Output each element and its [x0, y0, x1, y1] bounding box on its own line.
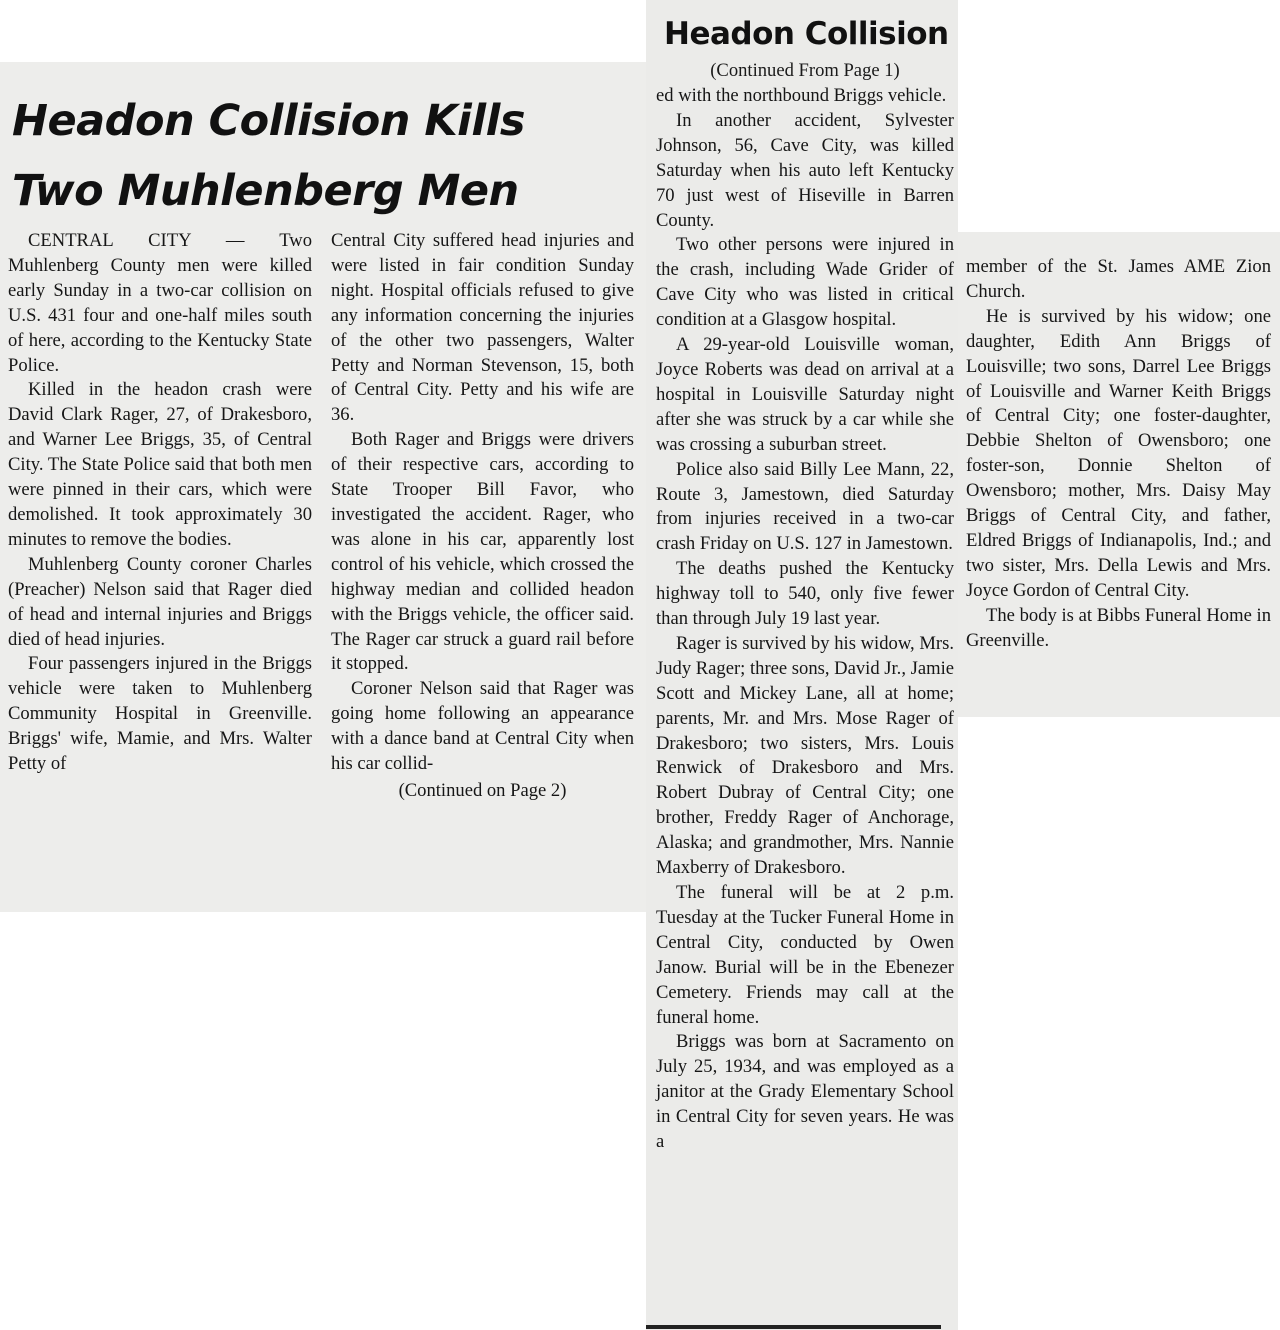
continuation-column-1	[656, 84, 954, 1155]
paragraph: The body is at Bibbs Funeral Home in Greenville.	[966, 604, 1271, 651]
main-article-column-2	[331, 229, 634, 804]
continued-on-note: (Continued on Page 2)	[398, 779, 567, 801]
paragraph: He is survived by his widow; one daughter, Edith Ann Briggs of Louisville; two sons, Darrel Lee Briggs of Louisville and Warner Keith Briggs of Central City; one foster-daughter, Debbie Shelton of Owensboro; one foster-son, Donnie Shelton of Owensboro; mother, Mrs. Daisy May Briggs of Central City, and father, Eldred Briggs of Indianapolis, Ind.; and two sister, Mrs. Della Lewis and Mrs. Joyce Gordon of Central City.	[966, 305, 1271, 601]
continuation-column-2	[966, 255, 1271, 654]
paragraph: Rager is survived by his widow, Mrs. Judy Rager; three sons, David Jr., Jamie Scott and Mickey Lane, all at home; parents, Mr. and Mrs. Mose Rager of Drakesboro; two sisters, Mrs. Louis Renwick of Drakesboro and Mrs. Robert Dubray of Central City; one brother, Freddy Rager of Anchorage, Alaska; and grandmother, Mrs. Nannie Maxberry of Drakesboro.	[656, 632, 954, 879]
continuation-headline: Headon Collision	[664, 16, 949, 52]
paragraph: Coroner Nelson said that Rager was going home following an appearance with a dance band at Central City when his car collid-	[331, 678, 634, 775]
bottom-rule	[646, 1325, 941, 1329]
paragraph: The deaths pushed the Kentucky highway toll to 540, only five fewer than through July 19 last year.	[656, 558, 954, 630]
main-headline	[12, 86, 632, 226]
headline-line-1: Headon Collision Kills	[12, 96, 525, 146]
paragraph: Both Rager and Briggs were drivers of their respective cars, according to State Trooper Bill Favor, who investigated the accident. Rager, who was alone in his car, apparently lost control of his vehicle, which crossed the highway median and collided headon with the Briggs vehicle, the officer said. The Rager car struck a guard rail before it stopped.	[331, 429, 634, 675]
paragraph: The funeral will be at 2 p.m. Tuesday at the Tucker Funeral Home in Central City, conducted by Owen Janow. Burial will be in the Ebenezer Cemetery. Friends may call at the funeral home.	[656, 882, 954, 1028]
paragraph: Muhlenberg County coroner Charles (Preacher) Nelson said that Rager died of head and internal injuries and Briggs died of head injuries.	[8, 553, 312, 650]
paragraph: CENTRAL CITY — Two Muhlenberg County men were killed early Sunday in a two-car collision on U.S. 431 four and one-half miles south of here, according to the Kentucky State Police.	[8, 230, 312, 376]
headline-line-2: Two Muhlenberg Men	[12, 166, 519, 216]
paragraph: Killed in the headon crash were David Clark Rager, 27, of Drakesboro, and Warner Lee Briggs, 35, of Central City. The State Police said that both men were pinned in their cars, which were demolished. It took approximately 30 minutes to remove the bodies.	[8, 379, 312, 550]
paragraph: Two other persons were injured in the crash, including Wade Grider of Cave City who was listed in critical condition at a Glasgow hospital.	[656, 234, 954, 331]
paragraph: Police also said Billy Lee Mann, 22, Route 3, Jamestown, died Saturday from injuries received in a two-car crash Friday on U.S. 127 in Jamestown.	[656, 458, 954, 555]
paragraph: Central City suffered head injuries and were listed in fair condition Sunday night. Hospital officials refused to give any information concerning the injuries of the other two passengers, Walter Petty and Norman Stevenson, 15, both of Central City. Petty and his wife are 36.	[331, 230, 634, 426]
continued-from-note: (Continued From Page 1)	[710, 60, 900, 81]
paragraph: A 29-year-old Louisville woman, Joyce Roberts was dead on arrival at a hospital in Louisville Saturday night after she was struck by a car while she was crossing a suburban street.	[656, 334, 954, 455]
paragraph: In another accident, Sylvester Johnson, 56, Cave City, was killed Saturday when his auto left Kentucky 70 just west of Hiseville in Barren County.	[656, 109, 954, 231]
paragraph: member of the St. James AME Zion Church.	[966, 256, 1271, 302]
paragraph: ed with the northbound Briggs vehicle.	[656, 85, 947, 106]
paragraph: Four passengers injured in the Briggs vehicle were taken to Muhlenberg Community Hospital in Greenville. Briggs' wife, Mamie, and Mrs. Walter Petty of	[8, 653, 312, 775]
main-article-column-1	[8, 229, 312, 777]
paragraph: Briggs was born at Sacramento on July 25, 1934, and was employed as a janitor at the Grady Elementary School in Central City for seven years. He was a	[656, 1031, 954, 1153]
